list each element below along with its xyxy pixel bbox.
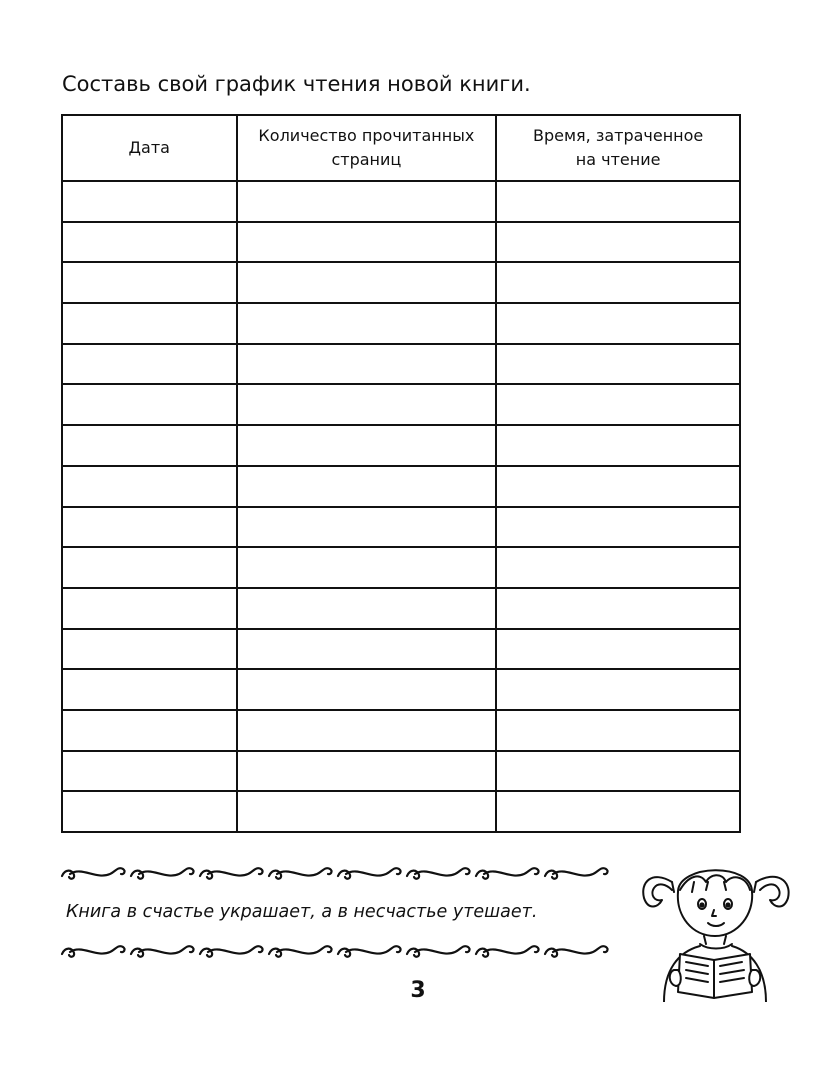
cell-pages <box>237 669 497 710</box>
header-date: Дата <box>62 115 237 181</box>
cell-date <box>62 344 237 385</box>
wave-flourish-segment <box>407 946 469 957</box>
cell-date <box>62 466 237 507</box>
cell-time <box>496 507 740 548</box>
header-time: Время, затраченное на чтение <box>496 115 740 181</box>
wave-flourish-segment <box>131 946 193 957</box>
cell-pages <box>237 710 497 751</box>
cell-time <box>496 751 740 792</box>
wave-flourish-segment <box>338 946 400 957</box>
cell-pages <box>237 547 497 588</box>
wave-flourish-segment <box>545 868 607 879</box>
cell-time <box>496 547 740 588</box>
cell-time <box>496 181 740 222</box>
cell-date <box>62 751 237 792</box>
wave-flourish-segment <box>545 946 607 957</box>
wave-flourish-segment <box>269 946 331 957</box>
wave-flourish-segment <box>200 868 262 879</box>
wave-flourish-icon <box>58 940 618 964</box>
table-row <box>62 588 740 629</box>
wave-flourish-segment <box>200 946 262 957</box>
cell-pages <box>237 384 497 425</box>
cell-date <box>62 547 237 588</box>
cell-date <box>62 425 237 466</box>
cell-time <box>496 262 740 303</box>
wave-flourish-segment <box>476 868 538 879</box>
table-row <box>62 303 740 344</box>
cell-pages <box>237 791 497 832</box>
cell-time <box>496 791 740 832</box>
cell-pages <box>237 466 497 507</box>
reading-schedule-table <box>61 114 741 833</box>
wave-flourish-segment <box>476 946 538 957</box>
table-row <box>62 425 740 466</box>
cell-date <box>62 791 237 832</box>
cell-date <box>62 303 237 344</box>
cell-date <box>62 669 237 710</box>
cell-time <box>496 344 740 385</box>
table-row <box>62 751 740 792</box>
cell-time <box>496 384 740 425</box>
cell-date <box>62 384 237 425</box>
table-row <box>62 791 740 832</box>
table-row <box>62 222 740 263</box>
page-number: 3 <box>410 978 426 1003</box>
proverb-text: Книга в счастье украшает, а в несчастье утешает. <box>66 902 538 922</box>
table-row <box>62 710 740 751</box>
cell-pages <box>237 262 497 303</box>
cell-pages <box>237 425 497 466</box>
cell-pages <box>237 303 497 344</box>
cell-time <box>496 466 740 507</box>
cell-pages <box>237 629 497 670</box>
cell-date <box>62 629 237 670</box>
wave-flourish-icon <box>58 862 618 886</box>
wave-flourish-segment <box>131 868 193 879</box>
cell-pages <box>237 181 497 222</box>
cell-date <box>62 262 237 303</box>
wave-flourish-segment <box>62 868 124 879</box>
table-row <box>62 262 740 303</box>
wave-flourish-segment <box>407 868 469 879</box>
wave-flourish-segment <box>62 946 124 957</box>
cell-time <box>496 669 740 710</box>
girl-reading-book-icon <box>634 852 806 1002</box>
cell-time <box>496 222 740 263</box>
cell-date <box>62 181 237 222</box>
cell-date <box>62 588 237 629</box>
table-row <box>62 507 740 548</box>
table-row <box>62 669 740 710</box>
table-header-row <box>62 115 740 181</box>
table-body <box>62 181 740 832</box>
table-row <box>62 629 740 670</box>
table-row <box>62 547 740 588</box>
cell-time <box>496 303 740 344</box>
cell-date <box>62 710 237 751</box>
page-instruction: Составь свой график чтения новой книги. <box>62 72 531 96</box>
cell-pages <box>237 507 497 548</box>
cell-date <box>62 222 237 263</box>
cell-pages <box>237 751 497 792</box>
bottom-flourish-row <box>58 940 618 964</box>
cell-date <box>62 507 237 548</box>
cell-pages <box>237 222 497 263</box>
cell-time <box>496 629 740 670</box>
table-row <box>62 466 740 507</box>
table-row <box>62 181 740 222</box>
cell-pages <box>237 344 497 385</box>
table-row <box>62 344 740 385</box>
cell-pages <box>237 588 497 629</box>
table-row <box>62 384 740 425</box>
cell-time <box>496 710 740 751</box>
cell-time <box>496 425 740 466</box>
wave-flourish-segment <box>338 868 400 879</box>
header-pages: Количество прочитанных страниц <box>237 115 497 181</box>
cell-time <box>496 588 740 629</box>
top-flourish-row <box>58 862 618 886</box>
wave-flourish-segment <box>269 868 331 879</box>
